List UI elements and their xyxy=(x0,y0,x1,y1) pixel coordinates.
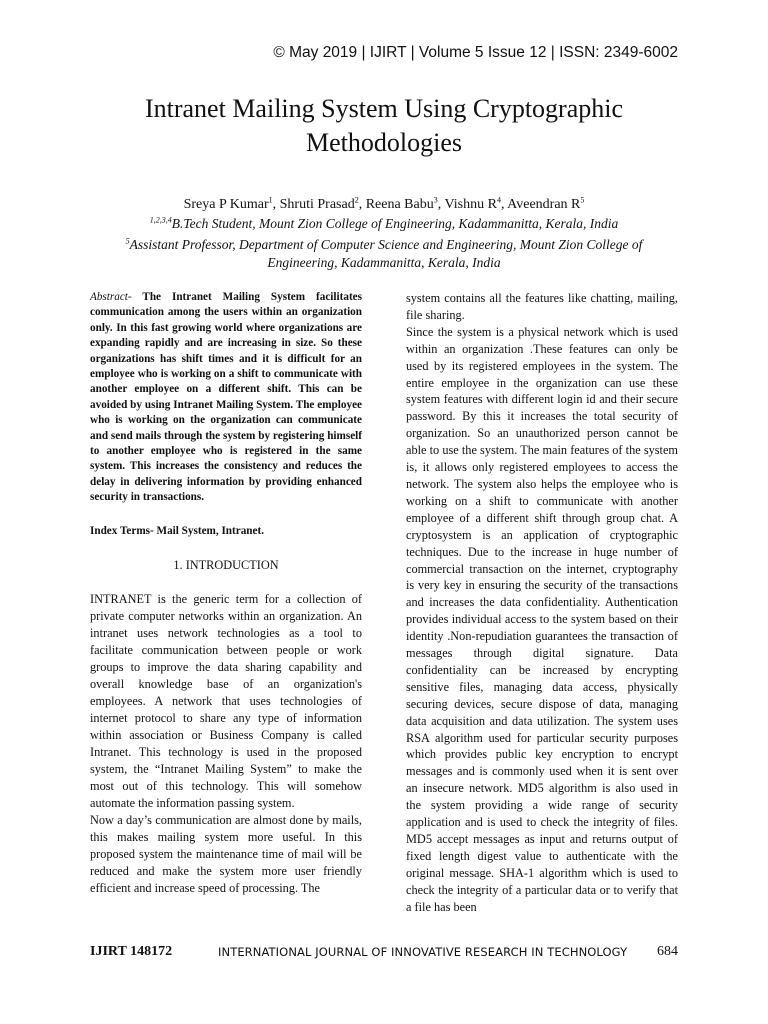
intro-paragraph: Now a day’s communication are almost done by mails, this makes mailing system more useful. In this proposed system the maintenance time of mail will be reduced and make the system more user friendly efficient and increase speed of processing. The xyxy=(90,812,362,895)
paper-title-line2: Methodologies xyxy=(306,128,462,157)
author-name: Sreya P Kumar xyxy=(183,197,269,212)
affiliation-text: Assistant Professor, Department of Computer Science and Engineering, Mount Zion College of Engineering, Kadammanitta, Kerala, India xyxy=(129,237,643,270)
affiliation-marker: 1,2,3,4 xyxy=(149,215,172,225)
paper-title-line1: Intranet Mailing System Using Cryptographic xyxy=(144,94,624,123)
author-name: Shruti Prasad xyxy=(279,197,355,212)
author-name: Aveendran R xyxy=(507,197,581,212)
author-marker: 1 xyxy=(268,195,273,205)
abstract xyxy=(90,290,362,506)
body-paragraph: Since the system is a physical network which is used within an organization .These features can only be used by its registered employees in the system. The entire employee in the organization can use these system features with different login id and their secure password. By this it increases the total security of organization. So an unauthorized person cannot be able to use the system. The main features of the system is, it allows only registered employees to access the network. The system also helps the employee who is working on a shift to communicate with another employee of a different shift through group chat. A cryptosystem is an application of cryptographic techniques. Due to the increase in huge number of commercial transaction on the internet, cryptography is very key in ensuring the security of the transactions and increases the data confidentiality. Authentication provides individual access to the system based on their identity .Non-repudiation guarantees the transaction of messages through digital signature. Data confidentiality can be increased by encrypting sensitive files, managing data access, physically securing devices, secure dispose of data, managing data acquisition and data utilization. The system uses RSA algorithm used for particular security purposes which provides public key encryption to encrypt messages and is commonly used when it is sent over an insecure network. MD5 algorithm is also used in the system providing a wide range of security application and is used to check the integrity of files. MD5 accept messages as input and returns output of fixed length digest value to authenticate with the original message. SHA-1 algorithm which is used to check the integrity of a particular data or to verify that a file has been xyxy=(406,324,678,914)
author-name: Reena Babu xyxy=(365,197,434,212)
author-list: Sreya P Kumar$^1$, Shruti Prasad$^2$, Reena Babu$^3$, Vishnu $R^4$, Aveendran $R^5$ xyxy=(183,195,585,212)
paper-title xyxy=(60,92,708,160)
footer-page-number: 684 xyxy=(657,944,678,959)
author-marker: 4 xyxy=(496,195,501,205)
affiliation-students xyxy=(100,215,668,233)
left-column xyxy=(90,290,362,897)
page-footer xyxy=(90,944,678,964)
footer-paper-id: IJIRT 148172 xyxy=(90,944,173,959)
affiliation-professor xyxy=(100,236,668,272)
affiliation-text: B.Tech Student, Mount Zion College of Engineering, Kadammanitta, Kerala, India xyxy=(171,216,619,231)
abstract-lead: Abstract- xyxy=(90,291,132,303)
body-paragraph: system contains all the features like chatting, mailing, file sharing. xyxy=(406,291,678,322)
abstract-body: The Intranet Mailing System facilitates communication among the users within an organization only. In this fast growing world where organizations are expanding rapidly and are increasing in size. So these organizations has shift times and it is difficult for an employee who is working on a shift to communicate with another employee on a different shift. This can be avoided by using Intranet Mailing System. The employee who is working on the organization can communicate and send mails through the system by registering himself to another employee who is registered in the same system. This increases the consistency and reduces the delay in delivering information by providing enhanced security in transactions. xyxy=(90,291,362,504)
page-header-citation: © May 2019 | IJIRT | Volume 5 Issue 12 | ISSN: 2349-6002 xyxy=(273,44,678,61)
author-name: Vishnu R xyxy=(444,197,497,212)
index-terms: Index Terms- Mail System, Intranet. xyxy=(90,524,265,537)
affiliation-marker: 5 xyxy=(125,236,130,246)
section-heading-introduction: 1. INTRODUCTION xyxy=(173,557,279,572)
author-marker: 2 xyxy=(354,195,359,205)
author-marker: 3 xyxy=(433,195,438,205)
intro-paragraph: INTRANET is the generic term for a collection of private computer networks within an organization. An intranet uses network technologies as a tool to facilitate communication between people or work groups to improve the data sharing capability and overall knowledge base of an organization's employees. A network that uses technologies of internet protocol to share any type of information within association or Business Company is called Intranet. This technology is used in the proposed system, the “Intranet Mailing System” to make the most out of this technology. This will somehow automate the information passing system. xyxy=(90,591,362,810)
author-marker: 5 xyxy=(580,195,585,205)
right-column xyxy=(406,290,678,916)
footer-journal-name: INTERNATIONAL JOURNAL OF INNOVATIVE RESEARCH IN TECHNOLOGY xyxy=(218,945,628,959)
